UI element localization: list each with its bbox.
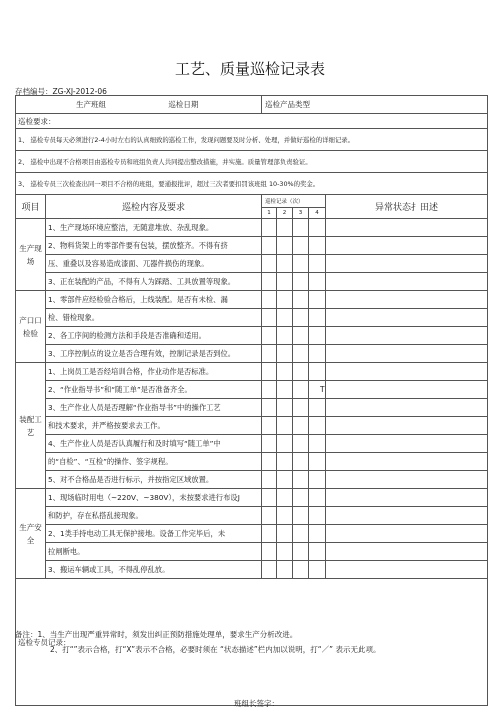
record-cell[interactable]: [293, 525, 309, 543]
record-cell[interactable]: [262, 381, 277, 399]
anomaly-cell[interactable]: [326, 417, 488, 435]
record-cell[interactable]: [277, 507, 293, 525]
record-cell[interactable]: [277, 381, 293, 399]
record-cell[interactable]: [309, 435, 326, 453]
record-cell[interactable]: [293, 327, 309, 345]
requirement-item: 2、 巡检中出现不合格项目由巡检专员和班组负责人共同提出整改措施，并实施。质量管理部负责验证。: [16, 151, 488, 173]
anomaly-cell[interactable]: [326, 363, 488, 381]
anomaly-cell[interactable]: [326, 309, 488, 327]
anomaly-cell[interactable]: [320, 381, 488, 399]
table-row: [16, 345, 488, 363]
record-cell[interactable]: [277, 255, 293, 273]
record-cell[interactable]: [262, 237, 277, 255]
anomaly-cell[interactable]: [326, 525, 488, 543]
inspection-item: 3、正在装配的产品，不得有人为踩踏、工具放置等现象。: [46, 273, 262, 291]
requirement-row: [16, 151, 488, 173]
table-row: [16, 309, 488, 327]
requirement-item: 1、 巡检专员每天必须进行2-4小时左右的认真细致的巡检工作，发现问题要及时分析、处理，并做好巡检的详细记录。: [16, 129, 488, 151]
anomaly-cell[interactable]: [326, 489, 488, 507]
category-cell: 产口口 检验: [16, 291, 46, 363]
record-cell[interactable]: [293, 237, 309, 255]
record-cell[interactable]: [277, 543, 293, 561]
record-cell[interactable]: [277, 345, 293, 363]
record-cell[interactable]: [262, 453, 277, 471]
category-cell: 生产现 场: [16, 219, 46, 291]
record-cell[interactable]: [293, 399, 309, 417]
record-cell[interactable]: [309, 543, 326, 561]
record-cell[interactable]: [293, 219, 309, 237]
record-cell[interactable]: [309, 471, 326, 489]
record-cell[interactable]: [277, 237, 293, 255]
table-row: [16, 507, 488, 525]
record-cell[interactable]: [309, 561, 326, 579]
table-row: [16, 561, 488, 579]
table-row: [16, 525, 488, 543]
table-row: [16, 291, 488, 309]
record-cell[interactable]: [293, 255, 309, 273]
category-cell: 生产安 全: [16, 489, 46, 579]
record-cell[interactable]: [277, 399, 293, 417]
record-cell[interactable]: [293, 471, 309, 489]
table-row: [16, 435, 488, 453]
table-row: [16, 381, 488, 399]
record-cell[interactable]: [293, 273, 309, 291]
record-cell[interactable]: [262, 489, 277, 507]
record-cell[interactable]: [293, 363, 309, 381]
record-cell[interactable]: [309, 273, 326, 291]
record-cell[interactable]: [277, 489, 293, 507]
record-cell[interactable]: [262, 327, 277, 345]
inspection-item: 3、生产作业人员是否理解“作业指导书”中的操作工艺: [46, 399, 262, 417]
category-cell: 装配工 艺: [16, 363, 46, 489]
record-cell[interactable]: [262, 435, 277, 453]
record-cell[interactable]: [309, 327, 326, 345]
inspection-item: 2、“作业指导书”和“随工单”是否准备齐全。: [46, 381, 262, 399]
record-cell[interactable]: [277, 453, 293, 471]
anomaly-column-header: 异常状态扌田述: [326, 195, 488, 219]
record-cell[interactable]: [293, 291, 309, 309]
table-row: [16, 273, 488, 291]
record-cell[interactable]: [262, 471, 277, 489]
requirement-item: 3、 巡检专员三次检查出同一项目不合格的班组，要通报批评，超过三次者要扣罚该班组 10-30%的奖金。: [16, 173, 488, 195]
anomaly-cell[interactable]: [326, 471, 488, 489]
anomaly-cell[interactable]: [326, 273, 488, 291]
anomaly-cell[interactable]: [326, 255, 488, 273]
record-cell[interactable]: [262, 255, 277, 273]
anomaly-cell[interactable]: [326, 291, 488, 309]
inspection-item: 压、重叠以及容易造成漆面、兀器件损伤的现象。: [46, 255, 262, 273]
record-cell[interactable]: [309, 291, 326, 309]
remarks: [15, 627, 487, 657]
inspection-item: 1、生产现场环境应整洁，无随意堆放、杂乱现象。: [46, 219, 262, 237]
inspection-item: 1、现场临时用电（~220V、~380V），未按要求进行布设J: [46, 489, 262, 507]
record-cell[interactable]: [309, 525, 326, 543]
record-cell[interactable]: [293, 507, 309, 525]
record-cell[interactable]: [293, 543, 309, 561]
record-cell[interactable]: [309, 453, 326, 471]
record-cell[interactable]: [277, 417, 293, 435]
record-cell[interactable]: [293, 561, 309, 579]
inspection-item: 2、物料货架上的零部件要有包装，摆放整齐。不得有挤: [46, 237, 262, 255]
inspection-table: [15, 95, 488, 706]
record-cell[interactable]: [309, 363, 326, 381]
record-cell[interactable]: [293, 381, 309, 399]
record-cell[interactable]: [309, 489, 326, 507]
anomaly-cell[interactable]: [326, 507, 488, 525]
anomaly-cell[interactable]: [326, 345, 488, 363]
record-cell[interactable]: [262, 543, 277, 561]
inspection-item: 3、搬运车辆或工具，不得乱停乱放。: [46, 561, 262, 579]
table-row: [16, 219, 488, 237]
inspection-item: 2、各工序间的检测方法和手段是否准确和适用。: [46, 327, 262, 345]
anomaly-cell[interactable]: [326, 561, 488, 579]
table-row: [16, 237, 488, 255]
stray-mark: T: [320, 385, 325, 394]
inspection-item: 的“自检”、“互检”的操作、签字规程。: [46, 453, 262, 471]
record-cell[interactable]: [262, 507, 277, 525]
team-leader-sign-label: 班组长签字：: [234, 699, 279, 708]
document-number: 存档编号：ZG-XJ-2012-06: [15, 87, 107, 96]
record-cell[interactable]: [277, 273, 293, 291]
record-number: 4: [309, 208, 326, 219]
record-number: 3: [293, 208, 309, 219]
header-info-row: [16, 96, 488, 114]
requirements-title-row: [16, 114, 488, 129]
table-row: [16, 471, 488, 489]
record-cell[interactable]: [262, 561, 277, 579]
record-cell[interactable]: [309, 237, 326, 255]
record-number: 2: [277, 208, 293, 219]
record-cell[interactable]: [293, 417, 309, 435]
record-cell[interactable]: [262, 273, 277, 291]
table-row: [16, 327, 488, 345]
record-number: 1: [262, 208, 277, 219]
inspector-record-label: 巡检专员记录：: [18, 637, 71, 647]
remark-line-1: 备注：1、当生产出现严重异常时，须发出纠正预防措施处理单，要求生产分析改进。: [15, 630, 298, 639]
requirement-row: [16, 129, 488, 151]
inspection-item: 拉闸断电。: [46, 543, 262, 561]
inspection-item: 2、1类手持电动工具无保护接地。设备工作完毕后，未: [46, 525, 262, 543]
record-cell[interactable]: [293, 453, 309, 471]
record-cell[interactable]: [277, 309, 293, 327]
table-row: [16, 453, 488, 471]
anomaly-cell[interactable]: [326, 543, 488, 561]
anomaly-cell[interactable]: [326, 327, 488, 345]
table-row: [16, 399, 488, 417]
date-label: 巡检日期: [168, 100, 199, 109]
anomaly-cell[interactable]: [326, 399, 488, 417]
project-column-header: 项目: [16, 195, 46, 219]
record-column-header: 巡检记录（次）: [262, 195, 326, 208]
record-cell[interactable]: [277, 219, 293, 237]
anomaly-cell[interactable]: [326, 453, 488, 471]
team-label: 生产班组: [76, 100, 106, 109]
record-cell[interactable]: [262, 417, 277, 435]
record-cell[interactable]: [309, 309, 326, 327]
record-cell[interactable]: [277, 561, 293, 579]
anomaly-cell[interactable]: [326, 219, 488, 237]
inspection-item: 3、工序控制点的设立是否合理有效，控制记录是否到位。: [46, 345, 262, 363]
record-cell[interactable]: [309, 399, 326, 417]
column-header-row: [16, 195, 488, 208]
record-cell[interactable]: [309, 219, 326, 237]
record-cell[interactable]: [309, 417, 326, 435]
record-cell[interactable]: [277, 435, 293, 453]
table-row: [16, 489, 488, 507]
product-type-label: 巡检产品类型: [265, 100, 311, 109]
table-row: [16, 363, 488, 381]
table-row: [16, 543, 488, 561]
requirements-title: 巡检要求：: [16, 114, 488, 129]
inspection-item: 和技术要求，并严格按要求去工作。: [46, 417, 262, 435]
record-cell[interactable]: [293, 309, 309, 327]
inspection-item: 5、对不合格品是否进行标示，并按指定区域放置。: [46, 471, 262, 489]
record-cell[interactable]: [277, 327, 293, 345]
table-row: [16, 255, 488, 273]
record-cell[interactable]: [262, 345, 277, 363]
record-cell[interactable]: [262, 291, 277, 309]
inspection-item: 1、上岗员工是否经培训合格，作业动作是否标准。: [46, 363, 262, 381]
record-cell[interactable]: [293, 489, 309, 507]
remark-line-2: 2、打“”表示合格，打“X”表示不合格，必要时须在 “状态描述”栏内加以说明，打“／” 表示无此项。: [50, 645, 381, 654]
record-cell[interactable]: [309, 255, 326, 273]
table-row: [16, 417, 488, 435]
inspection-item: 和防护，存在私搭乱接现象。: [46, 507, 262, 525]
record-cell[interactable]: [309, 345, 326, 363]
record-cell[interactable]: [309, 507, 326, 525]
inspection-item: 检、错检现象。: [46, 309, 262, 327]
anomaly-cell[interactable]: [326, 435, 488, 453]
record-cell[interactable]: [262, 525, 277, 543]
record-cell[interactable]: [277, 525, 293, 543]
record-cell[interactable]: [262, 363, 277, 381]
requirement-row: [16, 173, 488, 195]
record-cell[interactable]: [262, 309, 277, 327]
record-cell[interactable]: [277, 363, 293, 381]
inspection-item: 4、生产作业人员是否认真履行和及时填写“随工单”中: [46, 435, 262, 453]
record-cell[interactable]: [293, 435, 309, 453]
inspection-item: 1、零部件应经检验合格后，上线装配。是否有未检、漏: [46, 291, 262, 309]
content-column-header: 巡检内容及要求: [46, 195, 262, 219]
record-cell[interactable]: [293, 345, 309, 363]
page-title: 工艺、质量巡检记录表: [174, 60, 325, 78]
record-cell[interactable]: [277, 471, 293, 489]
anomaly-cell[interactable]: [326, 237, 488, 255]
record-cell[interactable]: [262, 399, 277, 417]
record-cell[interactable]: [277, 291, 293, 309]
record-cell[interactable]: [262, 219, 277, 237]
